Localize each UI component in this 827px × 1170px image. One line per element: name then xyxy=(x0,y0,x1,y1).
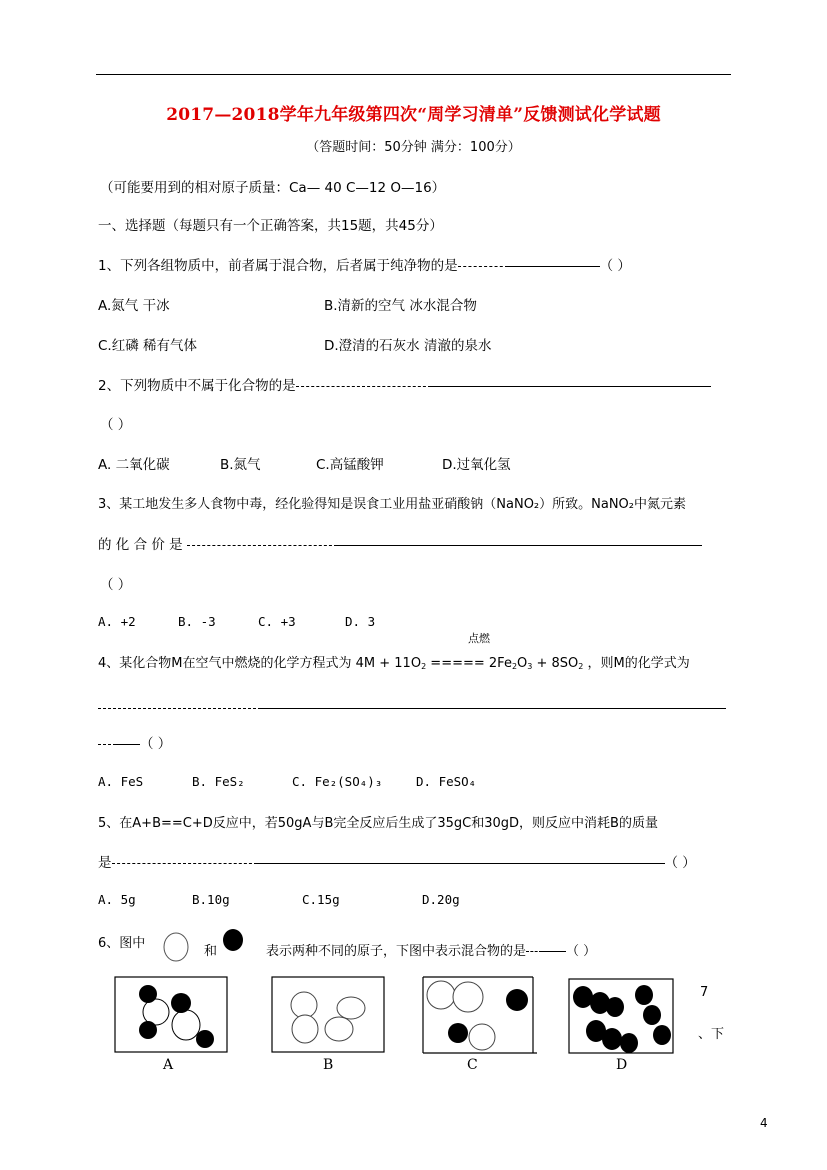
question-stem-cont: 是 xyxy=(98,855,112,871)
question-stem: 图中 xyxy=(119,936,146,951)
option-c: C.高锰酸钾 xyxy=(316,457,384,473)
diagram-d xyxy=(567,977,677,1055)
reaction-condition: 点燃 xyxy=(468,632,490,645)
solid-leader xyxy=(542,951,566,952)
question-3-continuation xyxy=(98,533,702,553)
question-6-stem xyxy=(266,940,596,959)
option-a: A. 二氧化碳 xyxy=(98,457,170,473)
equation-product: + 8SO xyxy=(532,656,579,671)
question-stem: 表示两种不同的原子，下图中表示混合物的是 xyxy=(266,944,527,959)
question-number: 3、 xyxy=(98,497,120,512)
option-d: D. 3 xyxy=(345,614,376,629)
document-title: 2017—2018学年九年级第四次“周学习清单”反馈测试化学试题 xyxy=(166,105,661,125)
diagram-c xyxy=(421,975,539,1057)
section-header: 一、选择题（每题只有一个正确答案，共15题，共45分） xyxy=(98,218,443,234)
solid-leader xyxy=(337,545,702,546)
question-7-number: 7 xyxy=(700,985,709,1000)
dashed-leader xyxy=(98,708,261,709)
option-d: D.20g xyxy=(422,892,460,907)
equation-product: 2Fe xyxy=(488,656,512,671)
dashed-leader xyxy=(187,545,337,546)
diagram-a xyxy=(114,975,230,1055)
subscript: 2 xyxy=(421,662,427,671)
question-3 xyxy=(98,493,686,512)
option-a: A. +2 xyxy=(98,614,136,629)
atomic-masses-note: （可能要用到的相对原子质量：Ca— 40 C—12 O—16） xyxy=(100,180,446,196)
question-number: 4、 xyxy=(98,656,120,671)
question-stem-cont: 的 化 合 价 是 xyxy=(98,537,183,553)
answer-bracket[interactable]: （ ） xyxy=(100,417,132,433)
question-4 xyxy=(98,652,690,671)
answer-bracket[interactable]: （ ） xyxy=(100,577,132,593)
equation-arrow: ===== xyxy=(430,656,485,671)
option-d: D.过氧化氢 xyxy=(442,457,511,473)
option-b: B. -3 xyxy=(178,614,216,629)
option-b: B.10g xyxy=(192,892,230,907)
diagram-b-label: B xyxy=(323,1057,334,1073)
option-c: C.红磷 稀有气体 xyxy=(98,338,198,354)
option-a: A. 5g xyxy=(98,892,136,907)
answer-bracket[interactable]: （ ） xyxy=(140,736,172,752)
option-d: D.澄清的石灰水 清澈的泉水 xyxy=(324,338,492,354)
question-number: 6、 xyxy=(98,936,120,951)
diagram-d-label: D xyxy=(616,1057,628,1073)
solid-leader xyxy=(257,863,665,864)
question-2 xyxy=(98,374,711,394)
black-atom-legend-icon xyxy=(218,926,248,956)
diagram-b xyxy=(271,975,387,1055)
solid-leader xyxy=(431,386,711,387)
dashed-leader xyxy=(112,863,257,864)
diagram-c-label: C xyxy=(467,1057,478,1073)
header-rule xyxy=(96,74,731,75)
page-number: 4 xyxy=(760,1116,768,1130)
answer-bracket[interactable]: （ ） xyxy=(566,944,597,959)
question-stem: 下列物质中不属于化合物的是 xyxy=(120,378,296,394)
option-b: B.清新的空气 冰水混合物 xyxy=(324,298,477,314)
question-number: 2、 xyxy=(98,378,121,394)
subscript: 2 xyxy=(511,662,518,671)
question-6-and: 和 xyxy=(204,944,218,959)
subscript: 3 xyxy=(527,662,533,671)
question-5-continuation xyxy=(98,851,696,871)
question-number: 5、 xyxy=(98,816,120,831)
diagram-a-label: A xyxy=(163,1057,174,1073)
question-6-number xyxy=(98,932,145,951)
answer-leader-line xyxy=(98,698,726,717)
option-b: B. FeS₂ xyxy=(192,774,245,789)
option-c: C. +3 xyxy=(258,614,296,629)
question-4-bracket-line xyxy=(98,732,171,752)
question-1 xyxy=(98,254,631,274)
question-stem: 某工地发生多人食物中毒，经化验得知是误食工业用盐亚硝酸钠（NaNO₂）所致。NaNO₂中氮元素 xyxy=(119,497,687,512)
answer-bracket[interactable]: （ ） xyxy=(599,258,631,274)
option-d: D. FeSO₄ xyxy=(416,774,477,789)
document-subtitle: （答题时间：50分钟 满分：100分） xyxy=(306,140,521,155)
question-7-stem-partial: 、下 xyxy=(698,1027,725,1042)
equation-product: O xyxy=(517,656,528,671)
answer-bracket[interactable]: （ ） xyxy=(664,855,696,871)
white-atom-legend-icon xyxy=(158,928,198,964)
option-a: A. FeS xyxy=(98,774,144,789)
option-a: A.氮气 干冰 xyxy=(98,298,170,314)
dashed-leader xyxy=(296,386,431,387)
option-c: C.15g xyxy=(302,892,340,907)
solid-leader xyxy=(116,744,140,745)
question-stem: 某化合物M在空气中燃烧的化学方程式为 4M + 11O xyxy=(119,656,422,671)
dashed-leader xyxy=(526,951,542,952)
dashed-leader xyxy=(458,266,508,267)
dashed-leader xyxy=(98,744,116,745)
solid-leader xyxy=(508,266,600,267)
option-c: C. Fe₂(SO₄)₃ xyxy=(292,774,383,789)
question-5 xyxy=(98,812,658,831)
question-stem: 在A+B==C+D反应中，若50gA与B完全反应后生成了35gC和30gD，则反应中消耗B的质量 xyxy=(119,816,658,831)
question-number: 1、 xyxy=(98,258,121,274)
subscript: 2 xyxy=(578,662,584,671)
option-b: B.氮气 xyxy=(220,457,261,473)
question-stem: 下列各组物质中，前者属于混合物，后者属于纯净物的是 xyxy=(120,258,458,274)
question-stem-tail: ，则M的化学式为 xyxy=(583,656,690,671)
solid-leader xyxy=(261,708,726,709)
